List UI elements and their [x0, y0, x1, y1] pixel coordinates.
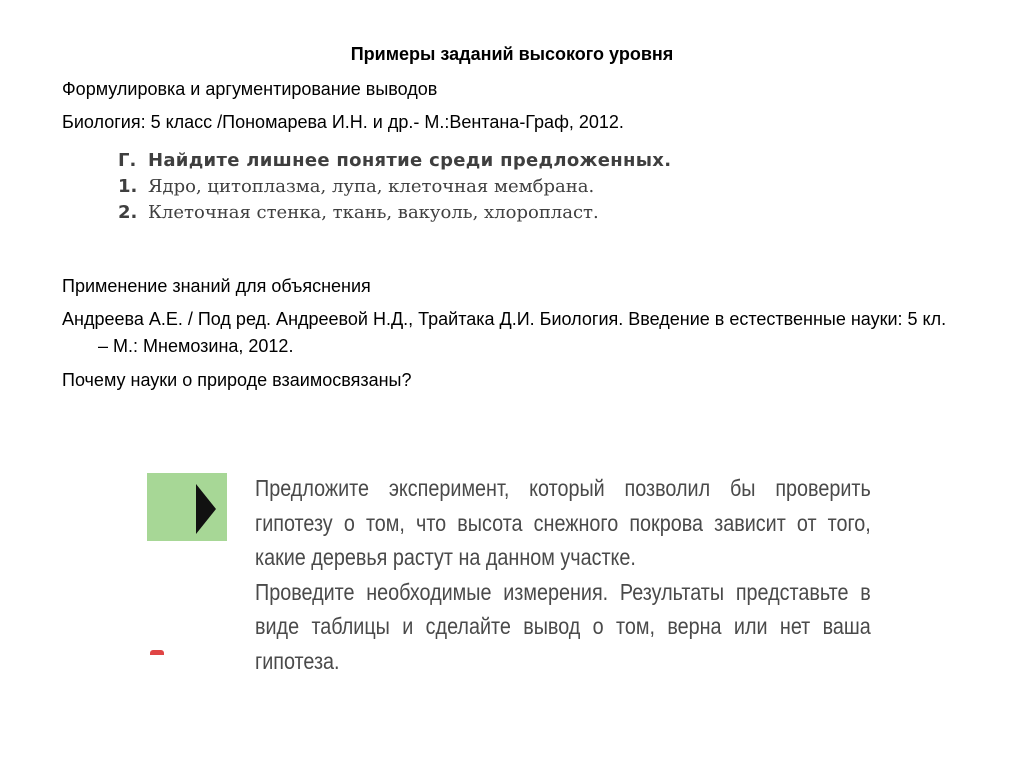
textbook-excerpt-experiment [146, 462, 906, 674]
excerpt-task-header [118, 148, 778, 174]
cropped-red-mark [150, 650, 164, 655]
excerpt-task-title: Найдите лишнее понятие среди предложенных. [148, 150, 672, 171]
play-triangle-icon [195, 483, 217, 535]
slide-heading: Примеры заданий высокого уровня [350, 44, 674, 64]
section2-title: Применение знаний для объяснения [62, 276, 371, 296]
excerpt-item-number: 2. [118, 202, 138, 223]
section1-source: Биология: 5 класс /Пономарева И.Н. и др.- М.:Вентана-Граф, 2012. [62, 112, 624, 132]
section2-source: Андреева А.Е. / Под ред. Андреевой Н.Д., Трайтака Д.И. Биология. Введение в естественные науки: 5 кл. – М.: Мнемозина, 2012. [62, 309, 947, 356]
excerpt-task-label: Г. [118, 150, 137, 171]
excerpt-item-number: 1. [118, 176, 138, 197]
task-marker [147, 473, 227, 541]
textbook-excerpt-odd-one-out [118, 148, 778, 240]
section1-title: Формулировка и аргументирование выводов [62, 79, 438, 99]
section2-question: Почему науки о природе взаимосвязаны? [62, 370, 412, 390]
excerpt-item-text: Клеточная стенка, ткань, вакуоль, хлоропласт. [148, 202, 599, 223]
experiment-paragraph: Проведите необходимые измерения. Результаты представьте в виде таблицы и сделайте вывод о том, верна или нет ваша гипотеза. [255, 578, 871, 674]
experiment-paragraph: Предложите эксперимент, который позволил бы проверить гипотезу о том, что высота снежного покрова зависит от того, какие деревья растут на данном участке. [255, 475, 871, 570]
excerpt-item [118, 200, 778, 226]
excerpt-item [118, 174, 778, 200]
experiment-task-text [255, 471, 871, 678]
excerpt-item-text: Ядро, цитоплазма, лупа, клеточная мембрана. [148, 176, 595, 197]
